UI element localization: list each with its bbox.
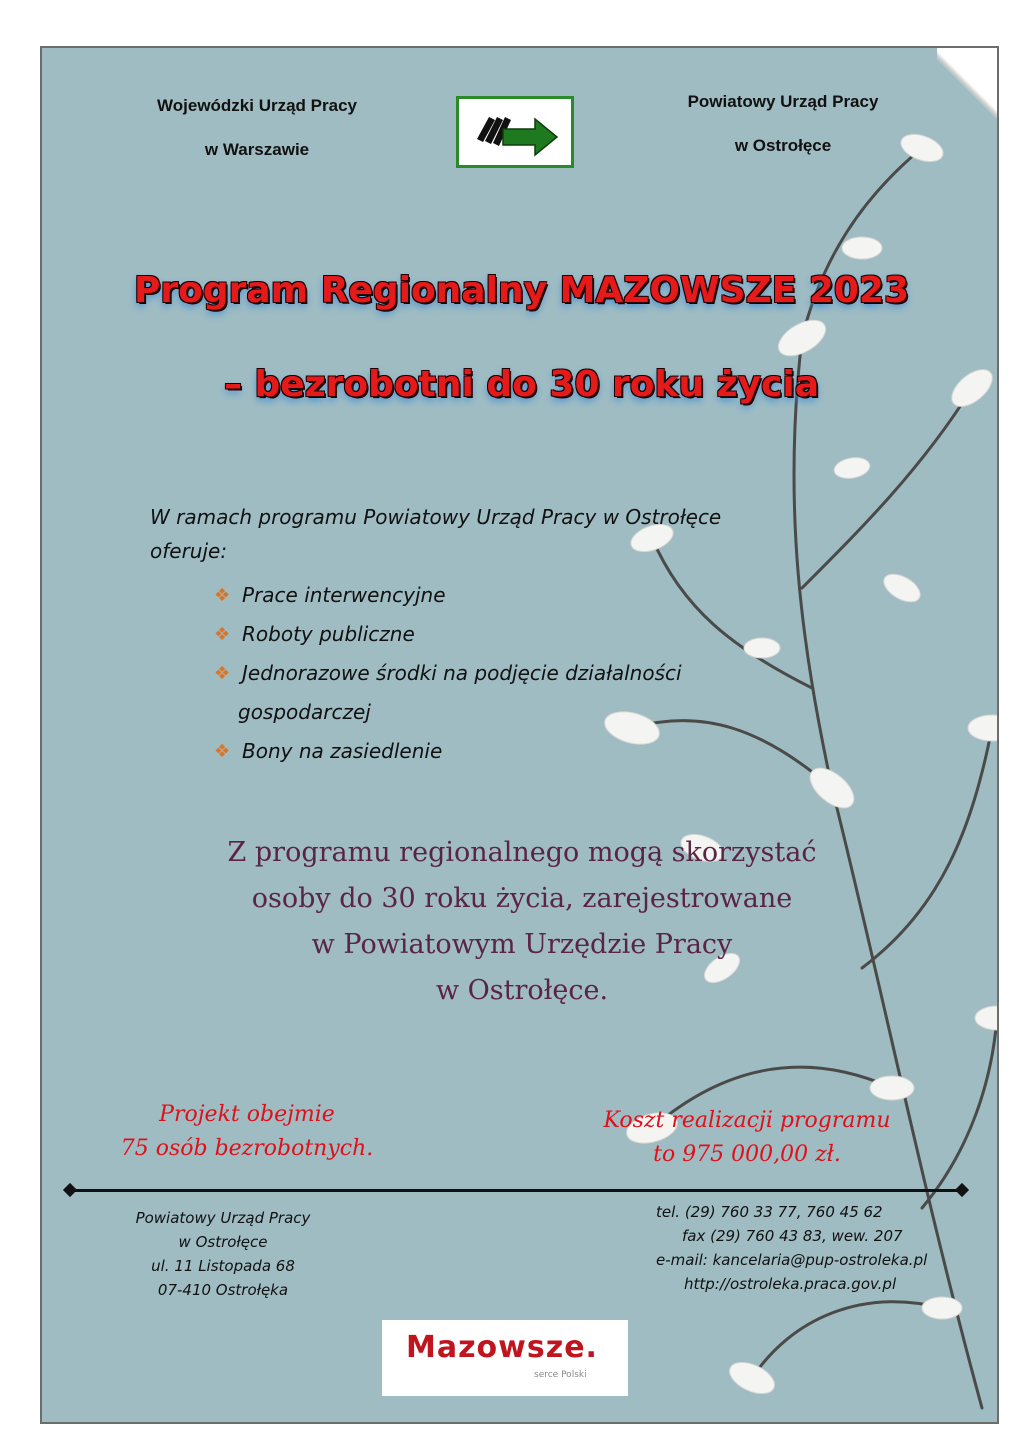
header-right-office: [628, 80, 938, 168]
diamond-bullet-icon: ❖: [214, 585, 231, 606]
mazowsze-logo: [382, 1320, 628, 1396]
intro-line2: oferuje:: [150, 539, 228, 563]
offer-item: ❖ Roboty publiczne: [212, 615, 772, 654]
header-right-line1: Powiatowy Urząd Pracy: [687, 92, 879, 111]
contact-phone: tel. (29) 760 33 77, 760 45 62: [656, 1203, 883, 1221]
brand-name: Mazowsze.: [406, 1330, 598, 1365]
offer-item: ❖ Bony na zasiedlenie: [212, 732, 772, 771]
contact-email[interactable]: e-mail: kancelaria@pup-ostroleka.pl: [656, 1251, 928, 1269]
intro-line1: W ramach programu Powiatowy Urząd Pracy w Ostrołęce: [150, 505, 722, 529]
arrow-cards-icon: [459, 99, 571, 165]
diamond-bullet-icon: ❖: [214, 624, 231, 645]
office-logo: [456, 96, 574, 168]
title-line2: – bezrobotni do 30 roku życia: [223, 364, 820, 405]
header-right-line2: w Ostrołęce: [734, 136, 832, 155]
project-scope: Projekt obejmie 75 osób bezrobotnych.: [120, 1102, 374, 1161]
title-line1: Program Regionalny MAZOWSZE 2023: [133, 270, 910, 311]
intro-text: [150, 500, 850, 568]
offer-item: ❖ Jednorazowe środki na podjęcie działalności: [212, 654, 772, 693]
offer-item-continuation: gospodarczej: [238, 700, 371, 724]
diamond-bullet-icon: ❖: [214, 741, 231, 762]
footer-divider: [70, 1189, 962, 1192]
diamond-bullet-icon: ❖: [214, 663, 231, 684]
header-left-office: [102, 84, 412, 172]
header-left-line1: Wojewódzki Urząd Pracy: [157, 96, 357, 115]
poster-sheet: [40, 46, 999, 1424]
office-address: Powiatowy Urząd Pracy w Ostrołęce ul. 11 Listopada 68 07-410 Ostrołęka: [135, 1209, 311, 1299]
contact-website[interactable]: http://ostroleka.praca.gov.pl: [684, 1275, 897, 1293]
program-cost: Koszt realizacji programu to 975 000,00 zł.: [603, 1108, 891, 1167]
eligibility-text: Z programu regionalnego mogą skorzystać osoby do 30 roku życia, zarejestrowane w Powiatowym Urzędzie Pracy w Ostrołęce.: [227, 837, 817, 1006]
brand-tagline: serce Polski: [534, 1370, 587, 1380]
header-left-line2: w Warszawie: [204, 140, 310, 159]
contact-fax: fax (29) 760 43 83, wew. 207: [682, 1227, 903, 1245]
offer-item: ❖ Prace interwencyjne: [212, 576, 772, 615]
offer-list: [212, 576, 772, 771]
